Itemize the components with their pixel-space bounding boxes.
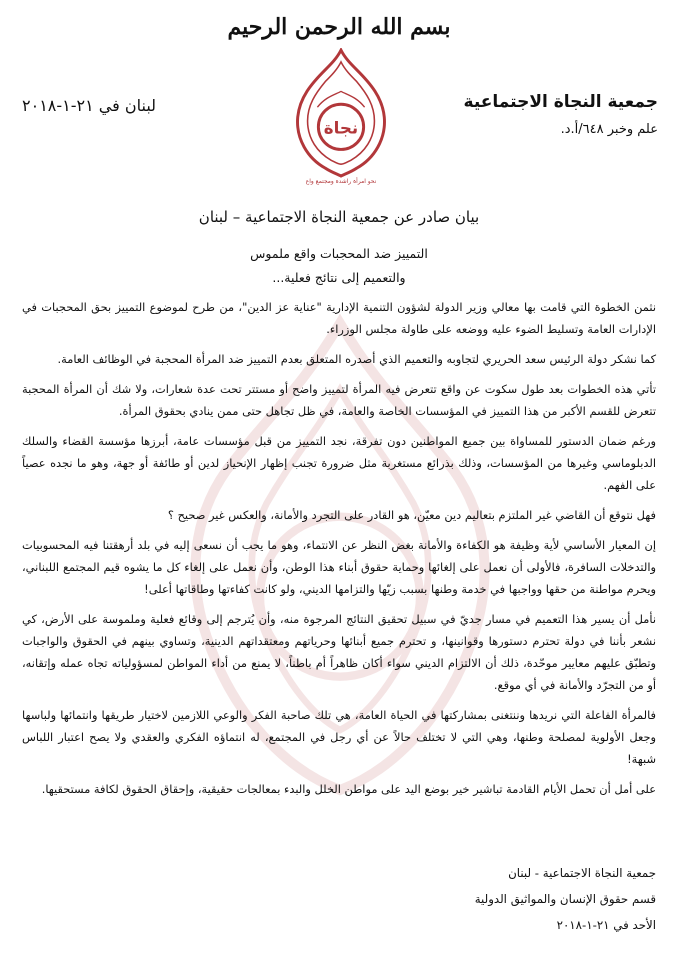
paragraph-1: نثمن الخطوة التي قامت بها معالي وزير الدولة لشؤون التنمية الإدارية "عناية عز الدين"، من طرح لموضوع التمييز بحق المحجبات في الإدارات العامة وتسليط الضوء عليه ووضعه على طاولة مجلس الوزراء. bbox=[22, 300, 656, 336]
statement-heading: بيان صادر عن جمعية النجاة الاجتماعية – لبنان bbox=[198, 208, 480, 226]
organization-name: جمعية النجاة الاجتماعية bbox=[463, 92, 658, 112]
paragraph-5: فهل نتوقع أن القاضي غير الملتزم بتعاليم دين معيّن، هو القادر على التجرد والأمانة، والعكس غير صحيح ؟ bbox=[167, 508, 656, 522]
organization-logo bbox=[282, 48, 400, 186]
paragraph-8: فالمرأة الفاعلة التي نريدها وننتغنى بمشاركتها في الحياة العامة، هي تلك صاحبة الفكر والوعي اللازمين لاختيار طريقها وانتمائها ولباسها وجعل الأولوية لمصلحة وطنها، وهي التي لا تختلف حالاً عن أي رجل في المجتمع، له انتماؤه الفكري والعقدي ولا يصح اعتبار اللباس شبهة! bbox=[22, 708, 656, 766]
statement-subheading-1: التمييز ضد المحجبات واقع ملموس bbox=[250, 246, 428, 261]
statement-body bbox=[22, 296, 656, 808]
basmala: بسم الله الرحمن الرحيم bbox=[227, 14, 451, 40]
paragraph-4: ورغم ضمان الدستور للمساواة بين جميع المواطنين دون تفرقة، نجد التمييز من قبل مؤسسات عامة، أبرزها مؤسسة القضاء والسلك الدبلوماسي وغيرها من المؤسسات، وذلك بذرائع مستغربة مثل ضرورة تجنب إظهار الإنحياز لدين أو طائفة أو جهة، وهو ما نجده عصياً على الفهم. bbox=[22, 434, 656, 492]
signature-date: الأحد في ٢١-١-٢٠١٨ bbox=[556, 918, 656, 932]
paragraph-9: على أمل أن تحمل الأيام القادمة تباشير خير بوضع اليد على مواطن الخلل والبدء بمعالجات حقيقية، وإحقاق الحقوق لكافة مستحقيها. bbox=[41, 782, 656, 796]
statement-subheading-2: والتعميم إلى نتائج فعلية... bbox=[272, 270, 406, 285]
paragraph-7: نأمل أن يسير هذا التعميم في مسار جديّ في سبيل تحقيق النتائج المرجوة منه، وأن يُترجم إلى وقائع فعلية وملموسة على الأرض، كي نشعر بأننا في دولة تحترم دستورها وقوانينها، و تحترم جميع أبنائها وحرياتهم ومعتقداتهم الدينية، وتساوي بينهم في الحقوق والواجبات وتطبّق عليهم معايير موحّدة، ذلك أن الالتزام الديني سواء أكان ظاهراً أم باطناً، لا يمنع من أداء المواطن لمسؤولياته تجاه عمله وإتقانه، أو من التجرّد والأمانة في أي موقع. bbox=[22, 612, 656, 692]
logo-motto: نحو امرأة راشدة ومجتمع واع bbox=[305, 178, 377, 185]
logo-text: نجاة bbox=[323, 117, 359, 138]
paragraph-2: كما نشكر دولة الرئيس سعد الحريري لتجاوبه والتعميم الذي أصدره المتعلق بعدم التمييز ضد المرأة المحجبة في الوظائف العامة. bbox=[57, 352, 656, 366]
signature-department: قسم حقوق الإنسان والمواثيق الدولية bbox=[474, 892, 656, 906]
paragraph-3: تأتي هذه الخطوات بعد طول سكوت عن واقع تتعرض فيه المرأة لتمييز واضح أو مستتر تحت عدة شعارات، ولا شك أن المرأة المحجبة تتعرض للقسم الأكبر من هذا التمييز في المؤسسات الخاصة والعامة، في ظل تجاهل حتى ممن ينادي بحقوق المرأة. bbox=[22, 382, 656, 418]
signature-organization: جمعية النجاة الاجتماعية - لبنان bbox=[508, 866, 656, 880]
place-and-date: لبنان في ٢١-١-٢٠١٨ bbox=[22, 96, 157, 115]
paragraph-6: إن المعيار الأساسي لأية وظيفة هو الكفاءة والأمانة بغض النظر عن الانتماء، وهو ما يجب أن نسعى إليه في بلد أرهقتنا فيه المحسوبيات والتدخلات السافرة، فالأولى أن نعمل على إلغائها وحماية حقوق أبناء هذا الوطن، وأن نعمل على إلغاء كل ما يشوه قيم المجتمع اللبناني، ويحرم مواطنة من حقها وواجبها في خدمة وطنها بسبب زيّها والتزامها الديني، ولو كانت كفاءتها وطاقاتها أعلى! bbox=[22, 538, 656, 596]
registration-reference: علم وخبر ٦٤٨/أ.د. bbox=[560, 122, 658, 137]
